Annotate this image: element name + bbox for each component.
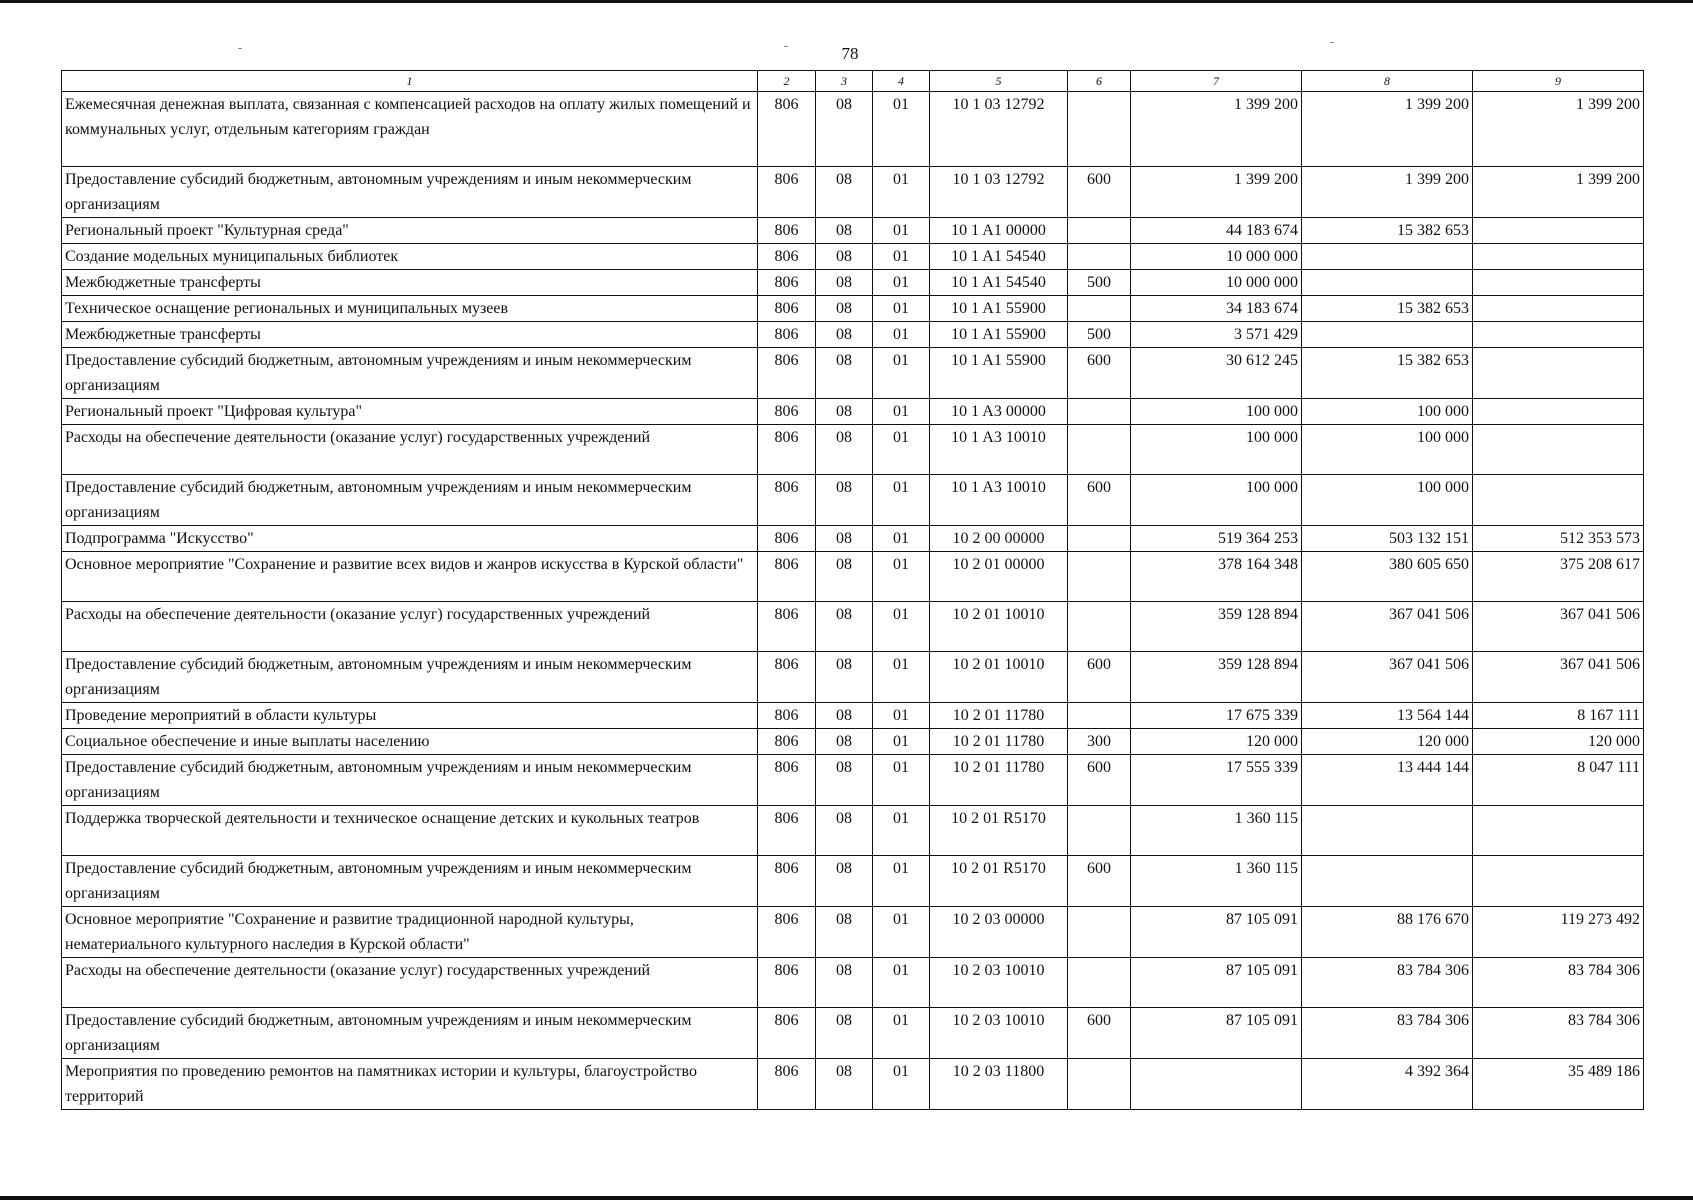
- code-subsection-cell: 01: [873, 348, 930, 399]
- code-ministry-cell: 806: [758, 92, 816, 167]
- table-row: [62, 1059, 1644, 1110]
- amount-col8-cell: 4 392 364: [1302, 1059, 1473, 1110]
- amount-col7-cell: 100 000: [1131, 399, 1302, 425]
- table-header-row: [62, 71, 1644, 92]
- code-target-item-cell: 10 1 A3 00000: [930, 399, 1068, 425]
- amount-col9-cell: 1 399 200: [1473, 167, 1644, 218]
- table-row: [62, 806, 1644, 856]
- column-header: 9: [1473, 71, 1644, 92]
- amount-col9-cell: 367 041 506: [1473, 602, 1644, 652]
- amount-col8-cell: [1302, 856, 1473, 907]
- code-subsection-cell: 01: [873, 552, 930, 602]
- code-target-item-cell: 10 2 01 11780: [930, 729, 1068, 755]
- code-subsection-cell: 01: [873, 958, 930, 1008]
- row-name-cell: Основное мероприятие "Сохранение и развитие традиционной народной культуры, нематериального культурного наследия в Курской области": [62, 907, 758, 958]
- scan-edge-top: [0, 0, 1693, 3]
- amount-col8-cell: 1 399 200: [1302, 167, 1473, 218]
- code-section-cell: 08: [816, 475, 873, 526]
- code-ministry-cell: 806: [758, 167, 816, 218]
- code-subsection-cell: 01: [873, 92, 930, 167]
- row-name-cell: Межбюджетные трансферты: [62, 270, 758, 296]
- amount-col7-cell: 359 128 894: [1131, 652, 1302, 703]
- amount-col9-cell: [1473, 806, 1644, 856]
- row-name-cell: Региональный проект "Культурная среда": [62, 218, 758, 244]
- code-target-item-cell: 10 2 00 00000: [930, 526, 1068, 552]
- code-target-item-cell: 10 2 01 11780: [930, 703, 1068, 729]
- amount-col7-cell: 87 105 091: [1131, 958, 1302, 1008]
- column-header: 1: [62, 71, 758, 92]
- amount-col7-cell: 1 399 200: [1131, 167, 1302, 218]
- code-subsection-cell: 01: [873, 602, 930, 652]
- amount-col8-cell: 13 444 144: [1302, 755, 1473, 806]
- code-section-cell: 08: [816, 856, 873, 907]
- code-expense-type-cell: [1068, 399, 1131, 425]
- amount-col7-cell: 359 128 894: [1131, 602, 1302, 652]
- amount-col8-cell: 503 132 151: [1302, 526, 1473, 552]
- amount-col8-cell: [1302, 806, 1473, 856]
- row-name-cell: Социальное обеспечение и иные выплаты населению: [62, 729, 758, 755]
- table-row: [62, 270, 1644, 296]
- code-expense-type-cell: [1068, 552, 1131, 602]
- amount-col8-cell: 100 000: [1302, 399, 1473, 425]
- code-ministry-cell: 806: [758, 244, 816, 270]
- table-row: [62, 526, 1644, 552]
- code-target-item-cell: 10 2 01 R5170: [930, 856, 1068, 907]
- table-row: [62, 652, 1644, 703]
- row-name-cell: Предоставление субсидий бюджетным, автономным учреждениям и иным некоммерческим организациям: [62, 348, 758, 399]
- table-row: [62, 92, 1644, 167]
- code-expense-type-cell: [1068, 218, 1131, 244]
- row-name-cell: Создание модельных муниципальных библиотек: [62, 244, 758, 270]
- row-name-cell: Поддержка творческой деятельности и техническое оснащение детских и кукольных театров: [62, 806, 758, 856]
- table-row: [62, 755, 1644, 806]
- code-ministry-cell: 806: [758, 552, 816, 602]
- code-expense-type-cell: 600: [1068, 652, 1131, 703]
- amount-col7-cell: 17 675 339: [1131, 703, 1302, 729]
- amount-col8-cell: 15 382 653: [1302, 296, 1473, 322]
- code-expense-type-cell: 300: [1068, 729, 1131, 755]
- amount-col7-cell: 100 000: [1131, 425, 1302, 475]
- code-expense-type-cell: [1068, 526, 1131, 552]
- amount-col9-cell: 83 784 306: [1473, 958, 1644, 1008]
- row-name-cell: Расходы на обеспечение деятельности (оказание услуг) государственных учреждений: [62, 958, 758, 1008]
- code-target-item-cell: 10 2 03 11800: [930, 1059, 1068, 1110]
- amount-col8-cell: 15 382 653: [1302, 218, 1473, 244]
- row-name-cell: Предоставление субсидий бюджетным, автономным учреждениям и иным некоммерческим организациям: [62, 652, 758, 703]
- code-subsection-cell: 01: [873, 218, 930, 244]
- amount-col8-cell: 367 041 506: [1302, 652, 1473, 703]
- code-subsection-cell: 01: [873, 425, 930, 475]
- code-section-cell: 08: [816, 907, 873, 958]
- code-expense-type-cell: 600: [1068, 1008, 1131, 1059]
- amount-col9-cell: [1473, 348, 1644, 399]
- code-subsection-cell: 01: [873, 755, 930, 806]
- row-name-cell: Предоставление субсидий бюджетным, автономным учреждениям и иным некоммерческим организациям: [62, 1008, 758, 1059]
- code-subsection-cell: 01: [873, 296, 930, 322]
- amount-col7-cell: 34 183 674: [1131, 296, 1302, 322]
- amount-col8-cell: 100 000: [1302, 425, 1473, 475]
- row-name-cell: Предоставление субсидий бюджетным, автономным учреждениям и иным некоммерческим организациям: [62, 755, 758, 806]
- code-expense-type-cell: [1068, 244, 1131, 270]
- row-name-cell: Проведение мероприятий в области культуры: [62, 703, 758, 729]
- amount-col7-cell: 87 105 091: [1131, 907, 1302, 958]
- code-ministry-cell: 806: [758, 399, 816, 425]
- code-ministry-cell: 806: [758, 348, 816, 399]
- code-target-item-cell: 10 1 A1 00000: [930, 218, 1068, 244]
- code-ministry-cell: 806: [758, 218, 816, 244]
- code-expense-type-cell: [1068, 296, 1131, 322]
- table-row: [62, 296, 1644, 322]
- amount-col9-cell: 35 489 186: [1473, 1059, 1644, 1110]
- code-section-cell: 08: [816, 729, 873, 755]
- code-section-cell: 08: [816, 958, 873, 1008]
- amount-col7-cell: 10 000 000: [1131, 270, 1302, 296]
- code-section-cell: 08: [816, 652, 873, 703]
- amount-col9-cell: [1473, 399, 1644, 425]
- code-subsection-cell: 01: [873, 907, 930, 958]
- amount-col9-cell: [1473, 475, 1644, 526]
- amount-col8-cell: 83 784 306: [1302, 958, 1473, 1008]
- code-expense-type-cell: 600: [1068, 755, 1131, 806]
- code-expense-type-cell: 500: [1068, 270, 1131, 296]
- code-ministry-cell: 806: [758, 1008, 816, 1059]
- row-name-cell: Предоставление субсидий бюджетным, автономным учреждениям и иным некоммерческим организациям: [62, 475, 758, 526]
- code-subsection-cell: 01: [873, 270, 930, 296]
- code-expense-type-cell: [1068, 92, 1131, 167]
- amount-col9-cell: 1 399 200: [1473, 92, 1644, 167]
- amount-col9-cell: 120 000: [1473, 729, 1644, 755]
- code-target-item-cell: 10 2 03 00000: [930, 907, 1068, 958]
- code-section-cell: 08: [816, 755, 873, 806]
- table-row: [62, 244, 1644, 270]
- code-subsection-cell: 01: [873, 526, 930, 552]
- code-target-item-cell: 10 1 A3 10010: [930, 425, 1068, 475]
- code-subsection-cell: 01: [873, 652, 930, 703]
- column-header: 5: [930, 71, 1068, 92]
- code-section-cell: 08: [816, 552, 873, 602]
- column-header: 3: [816, 71, 873, 92]
- amount-col9-cell: 8 167 111: [1473, 703, 1644, 729]
- code-expense-type-cell: [1068, 958, 1131, 1008]
- table-row: [62, 348, 1644, 399]
- table-row: [62, 425, 1644, 475]
- scan-edge-bottom: [0, 1196, 1693, 1200]
- code-target-item-cell: 10 2 01 10010: [930, 652, 1068, 703]
- amount-col7-cell: [1131, 1059, 1302, 1110]
- row-name-cell: Техническое оснащение региональных и муниципальных музеев: [62, 296, 758, 322]
- code-subsection-cell: 01: [873, 1059, 930, 1110]
- code-subsection-cell: 01: [873, 244, 930, 270]
- code-section-cell: 08: [816, 296, 873, 322]
- code-subsection-cell: 01: [873, 806, 930, 856]
- code-section-cell: 08: [816, 399, 873, 425]
- column-header: 6: [1068, 71, 1131, 92]
- code-ministry-cell: 806: [758, 425, 816, 475]
- table-row: [62, 322, 1644, 348]
- amount-col8-cell: 15 382 653: [1302, 348, 1473, 399]
- code-expense-type-cell: [1068, 703, 1131, 729]
- code-section-cell: 08: [816, 425, 873, 475]
- code-ministry-cell: 806: [758, 475, 816, 526]
- code-ministry-cell: 806: [758, 602, 816, 652]
- code-ministry-cell: 806: [758, 856, 816, 907]
- code-target-item-cell: 10 1 A1 55900: [930, 322, 1068, 348]
- code-expense-type-cell: [1068, 425, 1131, 475]
- table-row: [62, 856, 1644, 907]
- code-target-item-cell: 10 2 03 10010: [930, 1008, 1068, 1059]
- amount-col8-cell: 88 176 670: [1302, 907, 1473, 958]
- amount-col8-cell: 1 399 200: [1302, 92, 1473, 167]
- table-row: [62, 475, 1644, 526]
- amount-col8-cell: [1302, 322, 1473, 348]
- amount-col7-cell: 519 364 253: [1131, 526, 1302, 552]
- code-subsection-cell: 01: [873, 475, 930, 526]
- code-ministry-cell: 806: [758, 270, 816, 296]
- amount-col9-cell: [1473, 270, 1644, 296]
- code-expense-type-cell: 600: [1068, 475, 1131, 526]
- code-target-item-cell: 10 2 01 R5170: [930, 806, 1068, 856]
- amount-col8-cell: 380 605 650: [1302, 552, 1473, 602]
- code-section-cell: 08: [816, 526, 873, 552]
- code-section-cell: 08: [816, 92, 873, 167]
- amount-col7-cell: 87 105 091: [1131, 1008, 1302, 1059]
- budget-table: [61, 70, 1644, 1110]
- amount-col7-cell: 17 555 339: [1131, 755, 1302, 806]
- code-section-cell: 08: [816, 1008, 873, 1059]
- amount-col8-cell: 100 000: [1302, 475, 1473, 526]
- code-ministry-cell: 806: [758, 296, 816, 322]
- code-section-cell: 08: [816, 348, 873, 399]
- code-target-item-cell: 10 2 03 10010: [930, 958, 1068, 1008]
- code-ministry-cell: 806: [758, 322, 816, 348]
- amount-col9-cell: 375 208 617: [1473, 552, 1644, 602]
- column-header: 8: [1302, 71, 1473, 92]
- code-target-item-cell: 10 1 A1 54540: [930, 270, 1068, 296]
- amount-col8-cell: 367 041 506: [1302, 602, 1473, 652]
- code-expense-type-cell: [1068, 602, 1131, 652]
- code-ministry-cell: 806: [758, 526, 816, 552]
- code-ministry-cell: 806: [758, 1059, 816, 1110]
- amount-col9-cell: 83 784 306: [1473, 1008, 1644, 1059]
- code-subsection-cell: 01: [873, 856, 930, 907]
- column-header: 7: [1131, 71, 1302, 92]
- code-ministry-cell: 806: [758, 907, 816, 958]
- code-section-cell: 08: [816, 322, 873, 348]
- code-target-item-cell: 10 1 03 12792: [930, 92, 1068, 167]
- row-name-cell: Основное мероприятие "Сохранение и развитие всех видов и жанров искусства в Курской области": [62, 552, 758, 602]
- code-target-item-cell: 10 2 01 11780: [930, 755, 1068, 806]
- page-number: 78: [841, 44, 859, 63]
- code-subsection-cell: 01: [873, 703, 930, 729]
- row-name-cell: Предоставление субсидий бюджетным, автономным учреждениям и иным некоммерческим организациям: [62, 167, 758, 218]
- scan-speck: [238, 48, 242, 49]
- row-name-cell: Региональный проект "Цифровая культура": [62, 399, 758, 425]
- amount-col7-cell: 100 000: [1131, 475, 1302, 526]
- column-header: 2: [758, 71, 816, 92]
- amount-col8-cell: 83 784 306: [1302, 1008, 1473, 1059]
- row-name-cell: Предоставление субсидий бюджетным, автономным учреждениям и иным некоммерческим организациям: [62, 856, 758, 907]
- code-subsection-cell: 01: [873, 1008, 930, 1059]
- code-section-cell: 08: [816, 1059, 873, 1110]
- code-expense-type-cell: 600: [1068, 348, 1131, 399]
- amount-col7-cell: 3 571 429: [1131, 322, 1302, 348]
- amount-col9-cell: [1473, 322, 1644, 348]
- row-name-cell: Мероприятия по проведению ремонтов на памятниках истории и культуры, благоустройство территорий: [62, 1059, 758, 1110]
- code-section-cell: 08: [816, 703, 873, 729]
- code-section-cell: 08: [816, 167, 873, 218]
- code-ministry-cell: 806: [758, 755, 816, 806]
- amount-col7-cell: 44 183 674: [1131, 218, 1302, 244]
- amount-col9-cell: [1473, 218, 1644, 244]
- table-row: [62, 167, 1644, 218]
- table-row: [62, 602, 1644, 652]
- code-expense-type-cell: [1068, 806, 1131, 856]
- scan-speck: [1330, 42, 1334, 43]
- scan-speck: [784, 46, 788, 47]
- amount-col8-cell: 13 564 144: [1302, 703, 1473, 729]
- amount-col8-cell: [1302, 270, 1473, 296]
- code-target-item-cell: 10 1 A1 54540: [930, 244, 1068, 270]
- amount-col7-cell: 30 612 245: [1131, 348, 1302, 399]
- amount-col9-cell: [1473, 296, 1644, 322]
- table-row: [62, 729, 1644, 755]
- code-target-item-cell: 10 2 01 00000: [930, 552, 1068, 602]
- code-section-cell: 08: [816, 218, 873, 244]
- table-row: [62, 218, 1644, 244]
- row-name-cell: Расходы на обеспечение деятельности (оказание услуг) государственных учреждений: [62, 425, 758, 475]
- table-row: [62, 703, 1644, 729]
- amount-col7-cell: 120 000: [1131, 729, 1302, 755]
- code-subsection-cell: 01: [873, 322, 930, 348]
- code-section-cell: 08: [816, 270, 873, 296]
- amount-col9-cell: [1473, 244, 1644, 270]
- table-row: [62, 552, 1644, 602]
- code-subsection-cell: 01: [873, 729, 930, 755]
- amount-col7-cell: 1 360 115: [1131, 856, 1302, 907]
- amount-col9-cell: 512 353 573: [1473, 526, 1644, 552]
- code-expense-type-cell: 500: [1068, 322, 1131, 348]
- code-subsection-cell: 01: [873, 399, 930, 425]
- amount-col7-cell: 378 164 348: [1131, 552, 1302, 602]
- code-expense-type-cell: 600: [1068, 167, 1131, 218]
- code-section-cell: 08: [816, 806, 873, 856]
- code-ministry-cell: 806: [758, 806, 816, 856]
- amount-col9-cell: 119 273 492: [1473, 907, 1644, 958]
- row-name-cell: Ежемесячная денежная выплата, связанная с компенсацией расходов на оплату жилых помещений и коммунальных услуг, отдельным категориям граждан: [62, 92, 758, 167]
- code-target-item-cell: 10 1 A3 10010: [930, 475, 1068, 526]
- code-section-cell: 08: [816, 602, 873, 652]
- code-target-item-cell: 10 1 A1 55900: [930, 296, 1068, 322]
- code-target-item-cell: 10 1 A1 55900: [930, 348, 1068, 399]
- amount-col9-cell: [1473, 856, 1644, 907]
- row-name-cell: Расходы на обеспечение деятельности (оказание услуг) государственных учреждений: [62, 602, 758, 652]
- table-row: [62, 1008, 1644, 1059]
- amount-col8-cell: 120 000: [1302, 729, 1473, 755]
- code-target-item-cell: 10 1 03 12792: [930, 167, 1068, 218]
- amount-col7-cell: 10 000 000: [1131, 244, 1302, 270]
- column-header: 4: [873, 71, 930, 92]
- code-expense-type-cell: [1068, 907, 1131, 958]
- amount-col9-cell: [1473, 425, 1644, 475]
- amount-col7-cell: 1 399 200: [1131, 92, 1302, 167]
- code-ministry-cell: 806: [758, 958, 816, 1008]
- table-row: [62, 958, 1644, 1008]
- code-ministry-cell: 806: [758, 703, 816, 729]
- code-section-cell: 08: [816, 244, 873, 270]
- amount-col7-cell: 1 360 115: [1131, 806, 1302, 856]
- table-row: [62, 907, 1644, 958]
- code-expense-type-cell: 600: [1068, 856, 1131, 907]
- amount-col9-cell: 367 041 506: [1473, 652, 1644, 703]
- row-name-cell: Подпрограмма "Искусство": [62, 526, 758, 552]
- amount-col8-cell: [1302, 244, 1473, 270]
- code-ministry-cell: 806: [758, 729, 816, 755]
- code-ministry-cell: 806: [758, 652, 816, 703]
- code-expense-type-cell: [1068, 1059, 1131, 1110]
- row-name-cell: Межбюджетные трансферты: [62, 322, 758, 348]
- amount-col9-cell: 8 047 111: [1473, 755, 1644, 806]
- code-target-item-cell: 10 2 01 10010: [930, 602, 1068, 652]
- table-row: [62, 399, 1644, 425]
- code-subsection-cell: 01: [873, 167, 930, 218]
